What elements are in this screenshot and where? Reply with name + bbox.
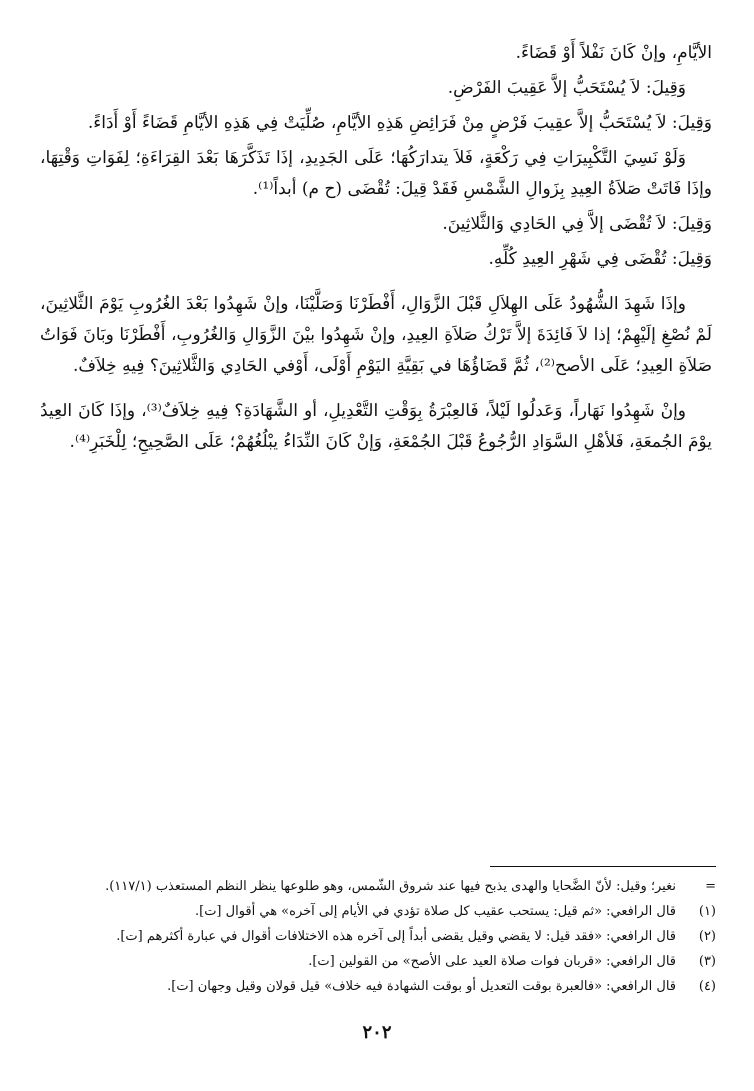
footnote-text: قال الرافعي: «ثم قيل: يستحب عقيب كل صلاة تؤدي في الأيام إلى آخره» هي أقوال [ت].: [194, 904, 676, 919]
footnote-text: قال الرافعي: «فالعبرة بوقت التعديل أو بوقت الشهادة فيه خلاف» قيل قولان وقيل وجهان [ت].: [167, 979, 676, 994]
footnote-item: [60, 899, 716, 924]
paragraph-opinion-faraid: وَقِيلَ: لاَ يُسْتَحَبُّ إلاَّ عقِيبَ فَرْضٍ مِنْ فَرَائِضِ هَذِهِ الأيَّامِ، صُلِّيَتْ فِي هَذِهِ الأيَّامِ قَضَاءً أَوْ أَدَاءً.: [87, 113, 712, 133]
paragraph-crescent-witnesses: وإذَا شَهِدَ الشُّهُودُ عَلَى الهِلاَلِ قَبْلَ الزَّوَالِ، أَفْطَرْنَا وَصَلَّيْنَا، وإنْ شَهِدُوا بَعْدَ الغُرُوبِ يَوْمَ الثَّلاثِينَ، لَمْ نُصْغِ إلَيْهِمْ؛ إذا لاَ فَائِدَةَ إلاَّ تَرْكُ صَلاَةِ العِيدِ، وإنْ شَهِدُوا بيْنَ الزَّوَالِ وَالغُرُوبِ، أَفْطَرْنَا وبَانَ فَوَاتُ صَلاَةِ العِيدِ؛ عَلَى الأصح⁽²⁾، ثُمَّ قَضَاؤُهَا في بَقِيَّةِ اليَوْمِ أَوْلَى، أَوْفي الحَادِي وَالثَّلاثِينَ؟ فِيهِ خِلاَفٌ.: [40, 294, 712, 376]
main-text: [40, 38, 712, 462]
page-number: ٢٠٢: [362, 1022, 392, 1043]
paragraph-forgotten-takbirat: وَلَوْ نَسِيَ التَّكْبِيرَاتِ فِي رَكْعَةٍ، فَلاَ يتدارَكُهَا؛ عَلَى الجَدِيدِ، إذَا تَذَكَّرَهَا بَعْدَ القِرَاءَةِ؛ لِفَوَاتِ وَقْتِهَا، وإذَا فَاتَتْ صَلاَةُ العِيدِ بِزَوالِ الشَّمْسِ فَقَدْ قِيلَ: تُقْضَى (ح م) أبداً⁽¹⁾.: [40, 148, 712, 199]
paragraph-opinion-fard: وَقِيلَ: لاَ يُسْتَحَبُّ إلاَّ عَقِيبَ الفَرْضِ.: [447, 78, 686, 98]
footnote-number: (٤): [698, 979, 716, 994]
footnote-number: (٣): [698, 954, 716, 969]
footnote-item: [60, 874, 716, 899]
footnote-item: [60, 949, 716, 974]
footnote-number: =: [705, 879, 716, 894]
footnote-item: [60, 974, 716, 999]
paragraph-continuation: الأيَّامِ، وإنْ كَانَ نَفْلاً أَوْ قَضَاءً.: [515, 43, 712, 63]
footnote-text: نغير؛ وقيل: لأنّ الضَّحايا والهدى يذبح فيها عند شروق الشّمس، وهو طلوعها ينظر النظم المستعذب (١١٧/١).: [105, 879, 676, 894]
footnote-item: [60, 924, 716, 949]
footnote-divider: [490, 866, 716, 867]
footnote-text: قال الرافعي: «فقد قيل: لا يقضي وقيل يقضى أبداً إلى آخره هذه الاختلافات أقوال في عبارة أكثرهم [ت].: [116, 929, 676, 944]
footnote-text: قال الرافعي: «قربان فوات صلاة العيد على الأصح» من القولين [ت].: [308, 954, 676, 969]
paragraph-opinion-whole-month: وَقِيلَ: تُقْضَى فِي شَهْرِ العِيدِ كُلِّهِ.: [488, 249, 712, 269]
paragraph-witness-day-night: وإنْ شَهِدُوا نَهَاراً، وَعَدلُوا لَيْلاً، فَالعِبْرَةُ بِوَقْتِ التَّعْدِيلِ، أو الشَّهَادَةِ؟ فِيهِ خِلاَفٌ⁽³⁾، وإذَا كَانَ العِيدُ يوْمَ الجُمعَةِ، فَلأهْلِ السَّوَادِ الرُّجُوعُ قَبْلَ الجُمْعَةِ، وَإنْ كَانَ النِّدَاءُ يبْلُغُهُمْ؛ عَلَى الصَّحِيحِ؛ لِلْخَبَرِ⁽⁴⁾.: [40, 401, 712, 452]
footnote-number: (١): [698, 904, 716, 919]
paragraph-opinion-thirty-first: وَقِيلَ: لاَ تُقْضَى إلاَّ فِي الحَادِي وَالثَّلاثِينَ.: [442, 214, 712, 234]
footnotes: [60, 874, 716, 999]
footnote-number: (٢): [698, 929, 716, 944]
